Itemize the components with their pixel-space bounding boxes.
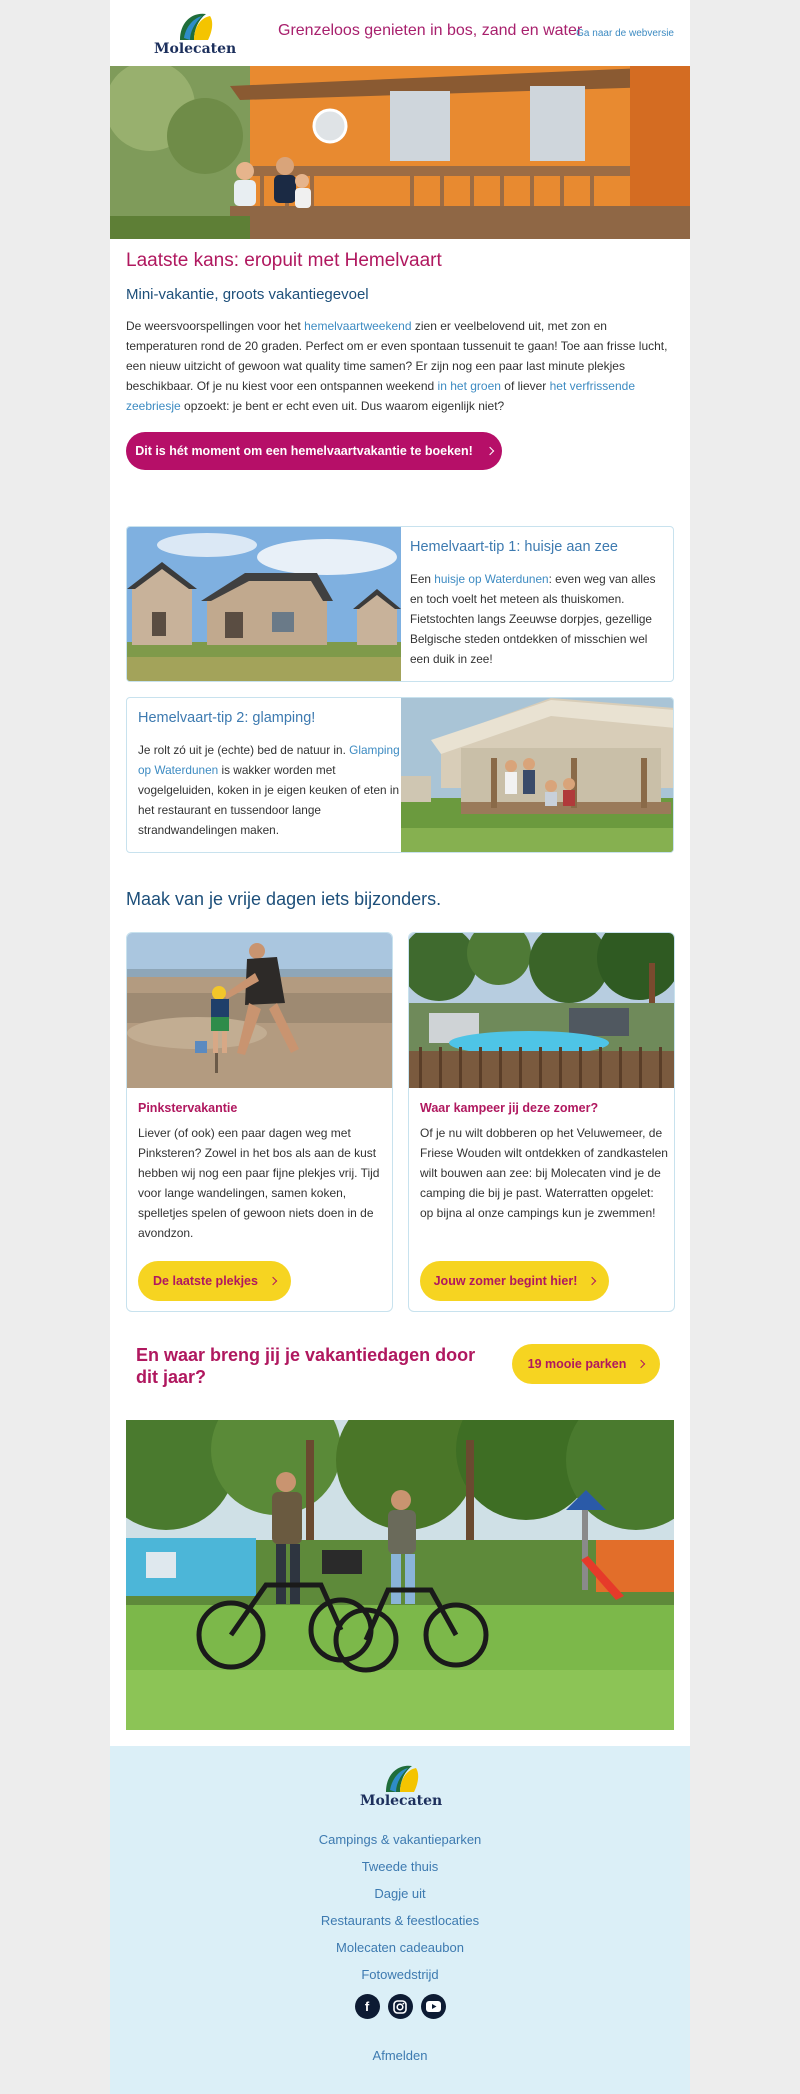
button-label: De laatste plekjes — [153, 1274, 258, 1288]
button-label: 19 mooie parken — [527, 1357, 627, 1371]
facebook-icon[interactable]: f — [355, 1994, 380, 2019]
card1-title: Pinkstervakantie — [138, 1101, 238, 1115]
button-label: Jouw zomer begint hier! — [433, 1274, 578, 1288]
tip2-box — [126, 697, 674, 853]
footer-link-dagje-uit[interactable]: Dagje uit — [374, 1886, 426, 1901]
tip1-box — [126, 526, 674, 682]
tip2-title: Hemelvaart-tip 2: glamping! — [138, 710, 316, 726]
card2-image-campsite-pool[interactable] — [409, 933, 675, 1088]
youtube-icon[interactable] — [421, 1994, 446, 2019]
card2-title: Waar kampeer jij deze zomer? — [420, 1101, 599, 1115]
card1-image-beach-child[interactable] — [127, 933, 393, 1088]
email-body — [110, 0, 690, 2094]
19-parken-button[interactable] — [512, 1344, 660, 1384]
card1-text: Liever (of ook) een paar dagen weg met Pinksteren? Zowel in het bos als aan de kust hebben wij nog een paar fijne plekjes vrij. Tijd voor lange wandelingen, samen koken, spelletjes spelen of gewoon niets doen in de avondzon. — [138, 1126, 380, 1240]
intro-title: Laatste kans: eropuit met Hemelvaart — [126, 250, 442, 271]
footer-link-cadeaubon[interactable]: Molecaten cadeaubon — [336, 1940, 464, 1955]
molecaten-logo[interactable] — [154, 8, 237, 60]
logo-mark-icon — [154, 8, 234, 42]
tip2-text-part: Je rolt zó uit je (echte) bed de natuur in. — [138, 743, 350, 757]
cyclists-park-image[interactable] — [126, 1420, 674, 1730]
web-version-link[interactable]: Ga naar de webversie — [576, 28, 674, 39]
card-pinkstervakantie — [126, 932, 393, 1312]
tip1-text-part: Een — [410, 572, 435, 586]
card2-text: Of je nu wilt dobberen op het Veluwemeer, de Friese Wouden wilt ontdekken of zandkastelen wilt bouwen aan zee: bij Molecaten vind je de camping die bij je past. Waterratten opgelet: op bijna al onze campings kun je zwemmen! — [420, 1126, 668, 1220]
book-hemelvaart-button[interactable] — [126, 432, 502, 470]
footer-link-fotowedstrijd[interactable]: Fotowedstrijd — [361, 1967, 439, 1982]
zeebriesje-link[interactable]: het verfrissende zeebriesje — [126, 379, 636, 413]
unsubscribe-link[interactable]: Afmelden — [372, 2048, 428, 2063]
social-icons — [110, 1994, 690, 2019]
glamping-waterdunen-link[interactable]: Glamping op Waterdunen — [138, 743, 400, 777]
chevron-right-icon — [486, 447, 494, 455]
intro-text — [126, 316, 674, 416]
tip1-image-beach-houses[interactable] — [127, 527, 401, 682]
tagline: Grenzeloos genieten in bos, zand en water — [278, 22, 583, 39]
card-zomer-kamperen — [408, 932, 675, 1312]
tip2-text-part: is wakker worden met vogelgeluiden, koken in je eigen keuken of eten in het restaurant en tussendoor lange strandwandelingen maken. — [138, 763, 400, 837]
section-title: Maak van je vrije dagen iets bijzonders. — [126, 889, 442, 909]
footer-logo[interactable] — [360, 1760, 443, 1812]
cta-title: En waar breng jij je vakantiedagen door dit jaar? — [136, 1345, 476, 1387]
intro-text-part: De weersvoorspellingen voor het — [126, 319, 305, 333]
footer-links — [110, 1826, 690, 1988]
button-label: Dit is hét moment om een hemelvaartvakantie te boeken! — [135, 444, 473, 458]
zomer-begint-button[interactable] — [420, 1261, 609, 1301]
tip1-text — [410, 569, 666, 669]
tip1-text-part: : even weg van alles en toch voelt het meteen als thuiskomen. Fietstochten langs Zeeuwse dorpjes, gezellige Belgische steden ontdekken of misschien wel een duik in zee! — [410, 572, 656, 666]
tip1-title: Hemelvaart-tip 1: huisje aan zee — [410, 539, 618, 555]
laatste-plekjes-button[interactable] — [138, 1261, 291, 1301]
logo-text: Molecaten — [154, 41, 237, 57]
tip2-text — [138, 740, 400, 840]
footer-link-campings[interactable]: Campings & vakantieparken — [318, 1832, 482, 1847]
footer — [110, 1746, 690, 2094]
footer-link-tweede-thuis[interactable]: Tweede thuis — [361, 1859, 439, 1874]
huisje-waterdunen-link[interactable]: huisje op Waterdunen — [434, 572, 549, 586]
email-header — [110, 0, 690, 66]
intro-text-part: of liever — [500, 379, 550, 393]
chevron-right-icon — [269, 1277, 277, 1285]
hemelvaartweekend-link[interactable]: hemelvaartweekend — [304, 319, 412, 333]
tip2-image-glamping-tent[interactable] — [401, 698, 674, 853]
hero-image-chalet-family[interactable] — [110, 66, 690, 239]
chevron-right-icon — [588, 1277, 596, 1285]
intro-subtitle: Mini-vakantie, groots vakantiegevoel — [126, 286, 369, 303]
footer-link-restaurants[interactable]: Restaurants & feestlocaties — [320, 1913, 480, 1928]
instagram-icon[interactable] — [388, 1994, 413, 2019]
intro-text-part: zien er veelbelovend uit, met zon en temperaturen rond de 20 graden. Perfect om er even spontaan tussenuit te gaan! Toe aan frisse lucht, een nieuw uitzicht of gewoon wat quality time samen? Er zijn nog een paar last minute plekjes beschikbaar. Of je nu kiest voor een ontspannen weekend — [126, 319, 668, 393]
chevron-right-icon — [637, 1360, 645, 1368]
footer-logo-text: Molecaten — [360, 1793, 443, 1809]
intro-text-part: opzoekt: je bent er echt even uit. Dus waarom eigenlijk niet? — [180, 399, 505, 413]
in-het-groen-link[interactable]: in het groen — [437, 379, 501, 393]
logo-mark-icon — [360, 1760, 440, 1794]
